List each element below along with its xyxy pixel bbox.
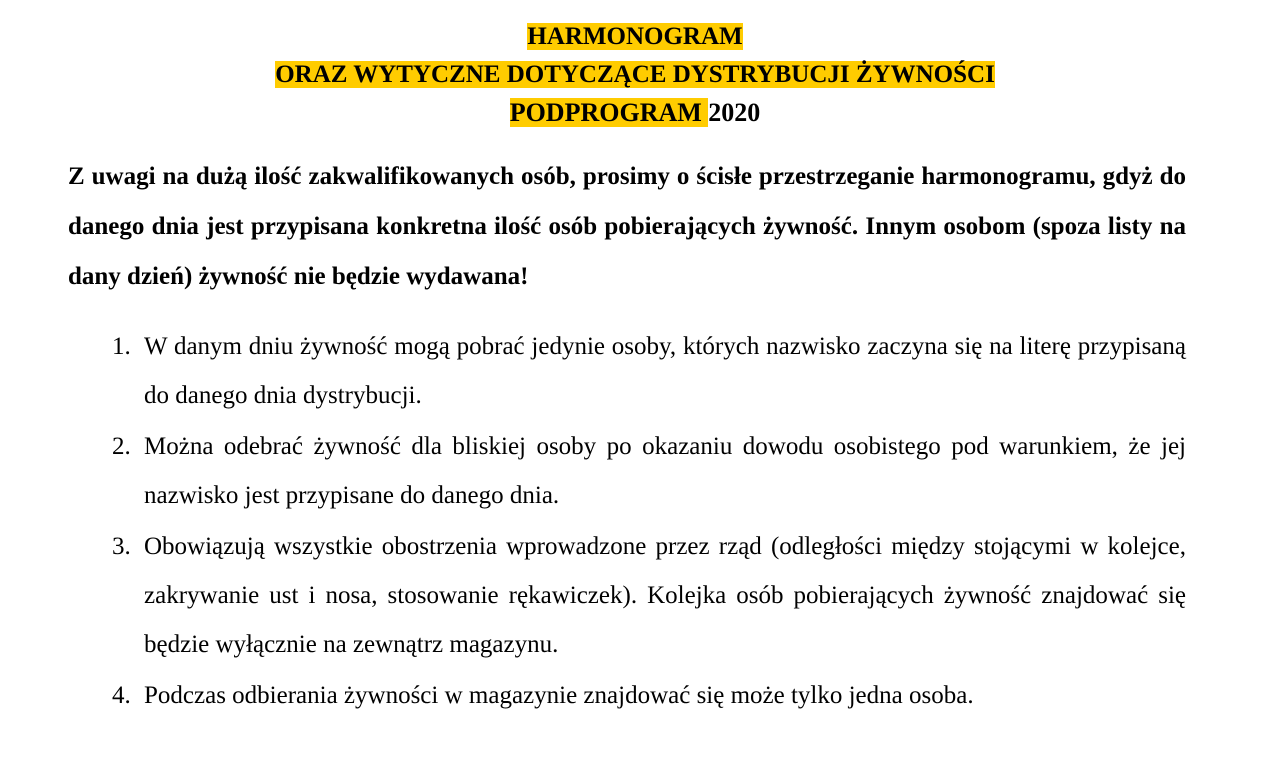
rule-number: 1. xyxy=(112,333,131,360)
title-guidelines: ORAZ WYTYCZNE DOTYCZĄCE DYSTRYBUCJI ŻYWNOŚCI xyxy=(275,61,995,88)
rule-text: Obowiązują wszystkie obostrzenia wprowadzone przez rząd (odległości między stojącymi w kolejce, zakrywanie ust i nosa, stosowanie rękawiczek). Kolejka osób pobierających żywność znajdować się będzie wyłącznie na zewnątrz magazynu. xyxy=(144,533,1186,658)
title-line-3 xyxy=(0,98,1270,128)
rule-text: Podczas odbierania żywności w magazynie znajdować się może tylko jedna osoba. xyxy=(144,682,974,709)
intro-paragraph: Z uwagi na dużą ilość zakwalifikowanych osób, prosimy o ścisłe przestrzeganie harmonogramu, gdyż do danego dnia jest przypisana konkretna ilość osób pobierających żywność. Innym osobom (spoza listy na dany dzień) żywność nie będzie wydawana! xyxy=(68,163,1186,290)
rules-list xyxy=(68,322,1186,720)
rule-text: W danym dniu żywność mogą pobrać jedynie osoby, których nazwisko zaczyna się na literę przypisaną do danego dnia dystrybucji. xyxy=(144,333,1186,409)
title-line-1 xyxy=(0,22,1270,52)
title-line-2 xyxy=(0,60,1270,90)
rule-item xyxy=(68,422,1186,520)
rule-item xyxy=(68,522,1186,669)
rule-number: 2. xyxy=(112,433,131,460)
rule-text: Można odebrać żywność dla bliskiej osoby po okazaniu dowodu osobistego pod warunkiem, że jej nazwisko jest przypisane do danego dnia. xyxy=(144,433,1186,509)
rule-number: 3. xyxy=(112,533,131,560)
title-year: 2020 xyxy=(708,98,761,127)
rule-number: 4. xyxy=(112,682,131,709)
title-subprogram: PODPROGRAM xyxy=(509,98,709,127)
rule-item xyxy=(68,671,1186,720)
title-harmonogram: HARMONOGRAM xyxy=(527,23,743,50)
rule-item xyxy=(68,322,1186,420)
